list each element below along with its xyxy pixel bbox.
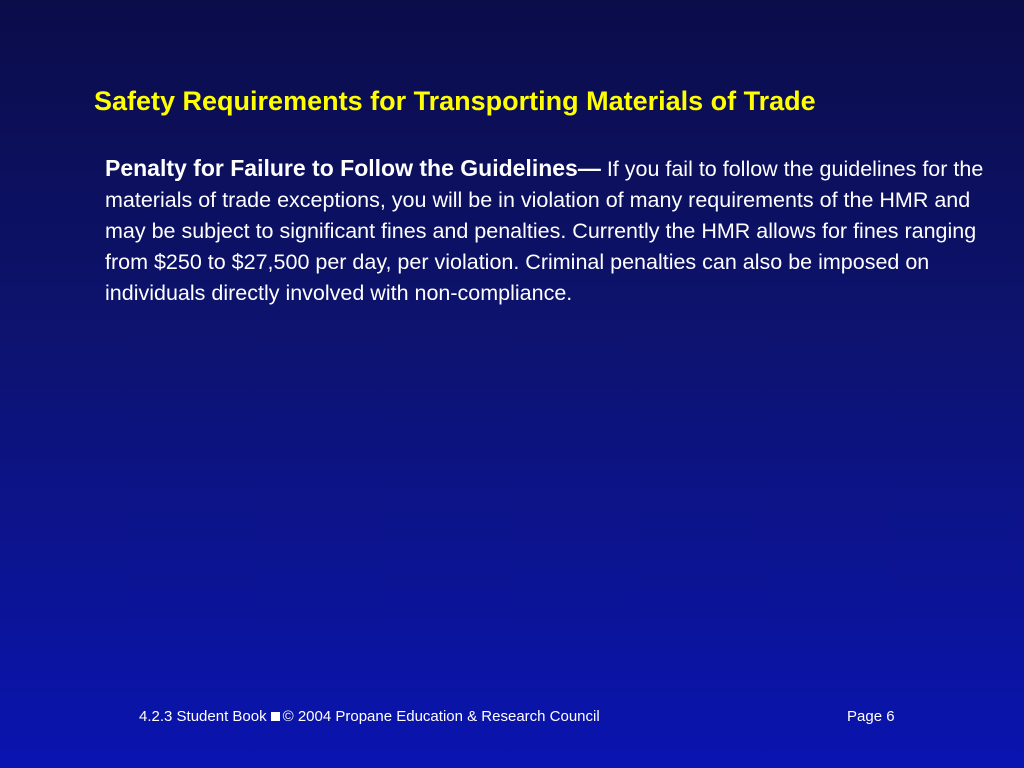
footer-book: 4.2.3 Student Book: [139, 708, 267, 725]
slide-title: Safety Requirements for Transporting Materials of Trade: [94, 86, 816, 116]
page-number: Page 6: [847, 708, 895, 725]
footer: [139, 706, 899, 728]
footer-copyright: © 2004 Propane Education & Research Council: [282, 708, 600, 725]
penalty-heading: Penalty for Failure to Follow the Guidelines—: [105, 155, 601, 181]
body-paragraph: [105, 153, 985, 309]
footer-left: [139, 706, 600, 728]
penalty-description: If you fail to follow the guidelines for the materials of trade exceptions, you will be in violation of many requirements of the HMR and may be subject to significant fines and penalties. Currently the HMR allows for fines ranging from $250 to $27,500 per day, per violation. Criminal penalties can also be imposed on individuals directly involved with non-compliance.: [105, 157, 984, 305]
square-bullet-icon: [271, 712, 280, 721]
